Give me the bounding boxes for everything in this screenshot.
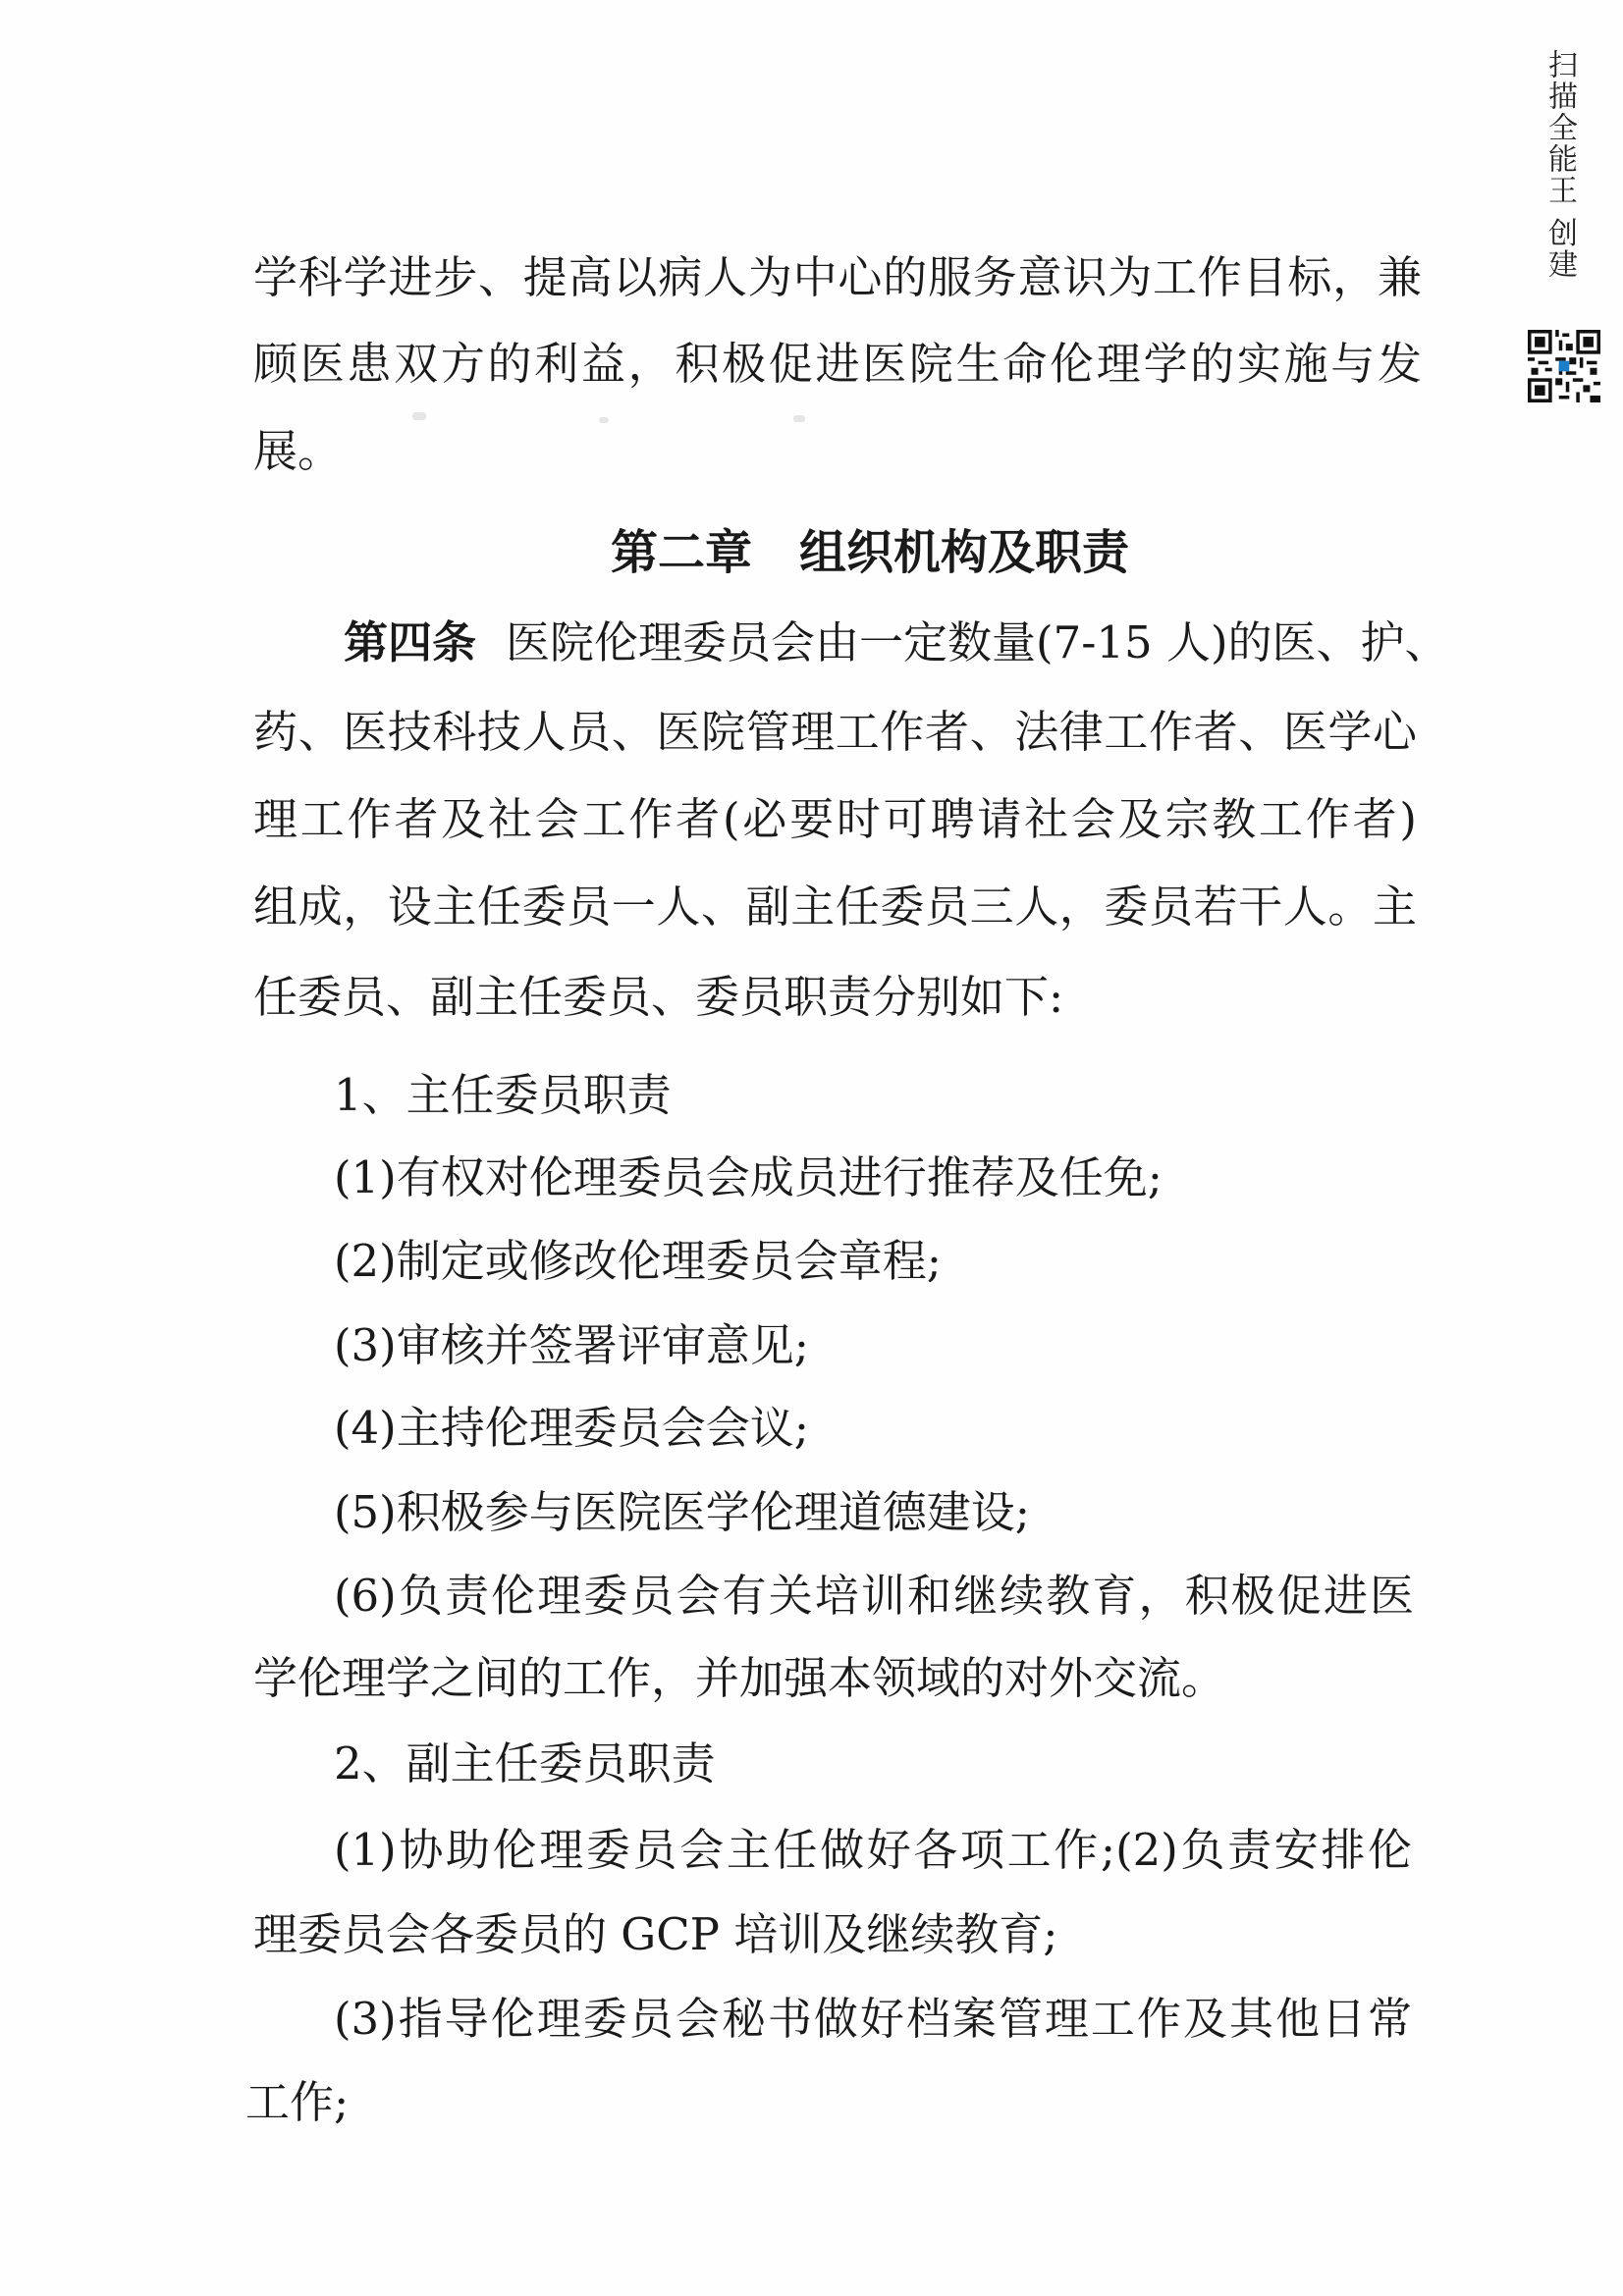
scanner-watermark-text: 扫描全能王 创建 <box>1542 49 1577 281</box>
list-item: (3)审核并签署评审意见; <box>334 1319 809 1371</box>
section-2-title: 2、副主任委员职责 <box>334 1737 716 1789</box>
qr-code-icon <box>1528 330 1600 402</box>
list-item-continuation: 工作; <box>245 2076 350 2128</box>
article-4-text: 医院伦理委员会由一定数量(7-15 人)的医、护、 <box>506 616 1449 668</box>
list-item: (2)制定或修改伦理委员会章程; <box>334 1235 942 1287</box>
paragraph-line: 任委员、副主任委员、委员职责分别如下: <box>253 971 1064 1023</box>
list-item: (1)有权对伦理委员会成员进行推荐及任免; <box>334 1151 1163 1203</box>
scan-speck <box>412 412 426 420</box>
paragraph-line: 展。 <box>253 425 343 477</box>
article-4-first-line <box>344 614 1449 672</box>
list-item: (5)积极参与医院医学伦理道德建设; <box>334 1486 1030 1538</box>
scan-speck <box>599 417 609 423</box>
paragraph-line: 顾医患双方的利益，积极促进医院生命伦理学的实施与发 <box>253 338 1422 390</box>
list-item-continuation: 理委员会各委员的 GCP 培训及继续教育; <box>253 1908 1058 1960</box>
list-item: (3)指导伦理委员会秘书做好档案管理工作及其他日常 <box>334 1993 1412 2045</box>
list-item: (4)主持伦理委员会会议; <box>334 1402 809 1454</box>
paragraph-line: 组成，设主任委员一人、副主任委员三人，委员若干人。主 <box>253 881 1417 933</box>
paragraph-line: 理工作者及社会工作者(必要时可聘请社会及宗教工作者) <box>253 793 1417 845</box>
chapter-heading: 第二章 组织机构及职责 <box>611 525 1130 580</box>
list-item: (6)负责伦理委员会有关培训和继续教育，积极促进医 <box>334 1570 1414 1622</box>
list-item: (1)协助伦理委员会主任做好各项工作;(2)负责安排伦 <box>334 1824 1412 1876</box>
article-4-label: 第四条 <box>344 616 477 668</box>
section-1-title: 1、主任委员职责 <box>334 1069 672 1121</box>
paragraph-line: 药、医技科技人员、医院管理工作者、法律工作者、医学心 <box>253 706 1417 758</box>
scan-speck <box>793 415 805 422</box>
list-item-continuation: 学伦理学之间的工作，并加强本领域的对外交流。 <box>253 1652 1226 1704</box>
paragraph-line: 学科学进步、提高以病人为中心的服务意识为工作目标，兼 <box>253 251 1422 303</box>
